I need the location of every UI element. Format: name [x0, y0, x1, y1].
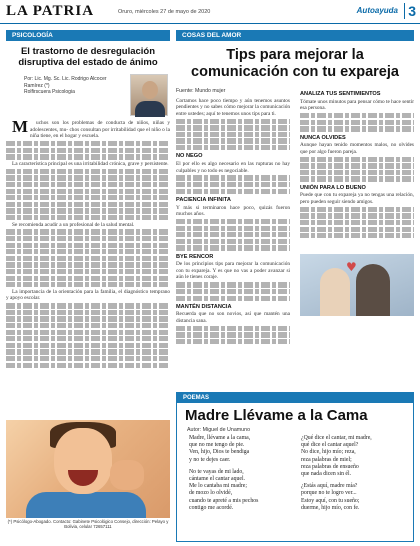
- stanza: [301, 483, 413, 512]
- text-line: [6, 262, 170, 267]
- text-line: [6, 175, 170, 180]
- author-row: [6, 74, 170, 116]
- article-columns: [176, 88, 414, 378]
- text-line: [300, 233, 414, 238]
- paragraph: Aunque hayan tenido momentos malos, no olvides que por algo fueron pareja.: [300, 142, 414, 155]
- stanza: [189, 435, 301, 464]
- text-line: [300, 213, 414, 218]
- page-header: [0, 0, 420, 24]
- paragraph: Recuerda que no son novios, así que mantén una distancia sana.: [176, 311, 290, 324]
- text-line: [176, 119, 290, 124]
- dateline: Oruro, miércoles 27 de mayo de 2020: [118, 9, 211, 15]
- text-line: [6, 343, 170, 348]
- author-credit: [24, 76, 124, 96]
- person-shape: [356, 264, 390, 316]
- text-line: [176, 175, 290, 180]
- author-line: Rolfirscuera Psicologia: [24, 89, 75, 95]
- boy-shouting-photo: [6, 420, 170, 518]
- verse: duerme, hijo mío, con fe.: [301, 504, 360, 511]
- paragraph: La importancia de la orientación para la familia, el diagnóstico temprano y apoyo escolar.: [6, 288, 170, 302]
- verse: y no te dejes caer.: [189, 456, 231, 463]
- verse: que no me tengo de pie.: [189, 442, 245, 449]
- subheading: ANALIZA TUS SENTIMIENTOS: [300, 91, 381, 97]
- psychology-article: [6, 30, 170, 420]
- person-shape: [320, 268, 350, 316]
- shirt-shape: [26, 492, 146, 518]
- author-head-shape: [142, 81, 158, 99]
- photo-caption: (*) Psicólogo-Abogado. Contacto: Gabinete Psicológico Consejo, dirección: Pelayo y Bolivia, celular 72657111: [7, 519, 169, 530]
- article-title: Tips para mejorar la comunicación con tu expareja: [191, 47, 399, 80]
- subheading: BYE RENCOR: [176, 253, 214, 260]
- text-line: [6, 208, 170, 213]
- poem-section: [176, 392, 414, 542]
- text-line: [6, 349, 170, 354]
- paragraph: Se recomienda acudir a un profesional de la salud mental.: [12, 221, 135, 228]
- verse: de mozo lo olvidé,: [189, 490, 233, 497]
- fist-shape: [110, 460, 144, 490]
- text-line: [6, 336, 170, 341]
- text-line: [176, 138, 290, 143]
- text-line: [176, 219, 290, 224]
- poem-title: Madre Llévame a la Cama: [185, 407, 368, 424]
- text-line: [6, 189, 170, 194]
- poem-author: Autor: Miguel de Unamuno: [187, 427, 251, 433]
- paragraph-text: uchos son los problemas de conducta de niños, niñas y adolescentes, mu- chos consultan por irritabilidad que el niño o la niña tiene, en el hogar y escuela.: [30, 120, 170, 140]
- text-line: [6, 169, 170, 174]
- stanza-column-right: [301, 435, 413, 517]
- text-line: [6, 310, 170, 315]
- text-line: [300, 207, 414, 212]
- verse: Ven, hijo, Dios te bendiga: [189, 449, 250, 456]
- verse: Estoy aquí, con tu sueño;: [301, 497, 360, 504]
- verse: ¿Qué dice el cantar, mi madre,: [301, 435, 372, 441]
- column-left: [176, 88, 290, 346]
- category-bar: COSAS DEL AMOR: [176, 30, 414, 41]
- stanza: [189, 469, 301, 512]
- text-line: [300, 120, 414, 125]
- text-line: [176, 182, 290, 187]
- verse: ¿Estás aquí, madre mía?: [301, 483, 358, 490]
- stanza: [301, 435, 413, 478]
- byline: Fuente: Mundo mujer: [176, 88, 226, 94]
- text-line: [176, 226, 290, 231]
- text-line: [176, 339, 290, 344]
- author-photo: [130, 74, 168, 116]
- article-body: [6, 117, 170, 368]
- text-line: [176, 145, 290, 150]
- category-bar: PSICOLOGÍA: [6, 30, 170, 41]
- author-suit-shape: [135, 101, 165, 117]
- text-line: [6, 182, 170, 187]
- text-line: [6, 229, 170, 234]
- text-line: [6, 330, 170, 335]
- text-line: [176, 125, 290, 130]
- text-line: [6, 316, 170, 321]
- text-line: [6, 323, 170, 328]
- text-line: [300, 163, 414, 168]
- section-tag: Autoayuda: [356, 6, 398, 15]
- subheading: NO NEGO: [176, 153, 203, 160]
- text-line: [6, 236, 170, 241]
- verse: Me lo cantaba mi madre;: [189, 483, 247, 490]
- text-line: [6, 303, 170, 308]
- text-line: [6, 243, 170, 248]
- article-title: El trastorno de desregulación disruptiva del estado de ánimo: [18, 46, 158, 68]
- text-line: [300, 157, 414, 162]
- page-number: 3: [404, 3, 416, 19]
- text-line: [6, 356, 170, 361]
- text-line: [6, 282, 170, 287]
- category-bar: POEMAS: [177, 393, 413, 403]
- verse: cántame el cantar aquel.: [189, 476, 246, 483]
- text-line: [6, 363, 170, 368]
- text-line: [6, 249, 170, 254]
- text-line: [6, 141, 170, 146]
- column-right: [300, 88, 414, 240]
- text-line: [6, 276, 170, 281]
- text-line: [176, 332, 290, 337]
- verse: que nada dicen sin él.: [301, 471, 352, 478]
- paragraph: La característica principal es una irritabilidad crónica, grave y persistente.: [12, 160, 169, 167]
- text-line: [300, 126, 414, 131]
- text-line: [300, 176, 414, 181]
- subheading: PACIENCIA INFINITA: [176, 196, 231, 203]
- verse: No dice, hijo mío; reza,: [301, 449, 356, 456]
- love-article: [176, 30, 414, 324]
- text-line: [176, 239, 290, 244]
- drop-cap: M: [12, 117, 29, 136]
- paragraph: [6, 117, 170, 140]
- text-line: [6, 195, 170, 200]
- text-line: [6, 256, 170, 261]
- text-line: [176, 296, 290, 301]
- text-line: [176, 289, 290, 294]
- text-line: [6, 148, 170, 153]
- verse: porque no te logro ver...: [301, 490, 357, 497]
- text-line: [300, 170, 414, 175]
- newspaper-brand: LA PATRIA: [6, 3, 95, 19]
- text-line: [300, 113, 414, 118]
- couple-photo: [300, 254, 414, 316]
- text-line: [176, 326, 290, 331]
- text-line: [6, 202, 170, 207]
- text-line: [6, 154, 170, 159]
- text-line: [176, 232, 290, 237]
- subheading: NUNCA OLVIDES: [300, 134, 346, 141]
- verse: reza palabras de miel;: [301, 456, 352, 463]
- author-line: Por: Lic. Mg. Sc. Lic. Rodrigo Alcocer Ramírez (*): [24, 76, 107, 89]
- paragraph: El por ello es algo necesario en las rupturas no hay culpables y no todo es negociable.: [176, 160, 290, 174]
- subheading: UNIÓN PARA LO BUENO: [300, 184, 366, 191]
- verse: cuando te apreté a mis pechos: [189, 497, 259, 504]
- paragraph: Tómate unos minutos para pensar cómo te hace sentir esa persona.: [300, 98, 414, 112]
- stanza-column-left: [189, 435, 301, 517]
- text-line: [176, 245, 290, 250]
- intro-paragraph: Cortamos hace poco tiempo y aún tenemos asuntos pendientes y no sabes cómo mejorar la comunicación entre ustedes; aquí te tenemos unos tips para ti.: [176, 97, 290, 117]
- text-line: [6, 269, 170, 274]
- text-line: [176, 189, 290, 194]
- verse: Madre, llévame a la cama,: [189, 435, 251, 441]
- paragraph: De los principios tips para mejorar la comunicación con tu expareja. Y es que no vas a poder avanzar si aún le tienes coraje.: [176, 261, 290, 281]
- paragraph: Y más si terminaron hace poco, quizás fueron muchos años.: [176, 204, 290, 218]
- text-line: [300, 220, 414, 225]
- heart-icon: ♥: [346, 260, 357, 274]
- text-line: [176, 132, 290, 137]
- text-line: [300, 227, 414, 232]
- text-line: [176, 282, 290, 287]
- verse: No te vayas de mi lado,: [189, 468, 244, 475]
- verse: contigo me acordé.: [189, 504, 234, 511]
- verse: reza palabras de ensueño: [301, 463, 359, 470]
- paragraph: Puede que con tu expareja ya no tengas una relación, pero pueden seguir siendo amigos.: [300, 192, 414, 205]
- verse: qué dice el cantar aquel?: [301, 442, 359, 449]
- text-line: [6, 215, 170, 220]
- subheading: MANTÉN DISTANCIA: [176, 303, 232, 310]
